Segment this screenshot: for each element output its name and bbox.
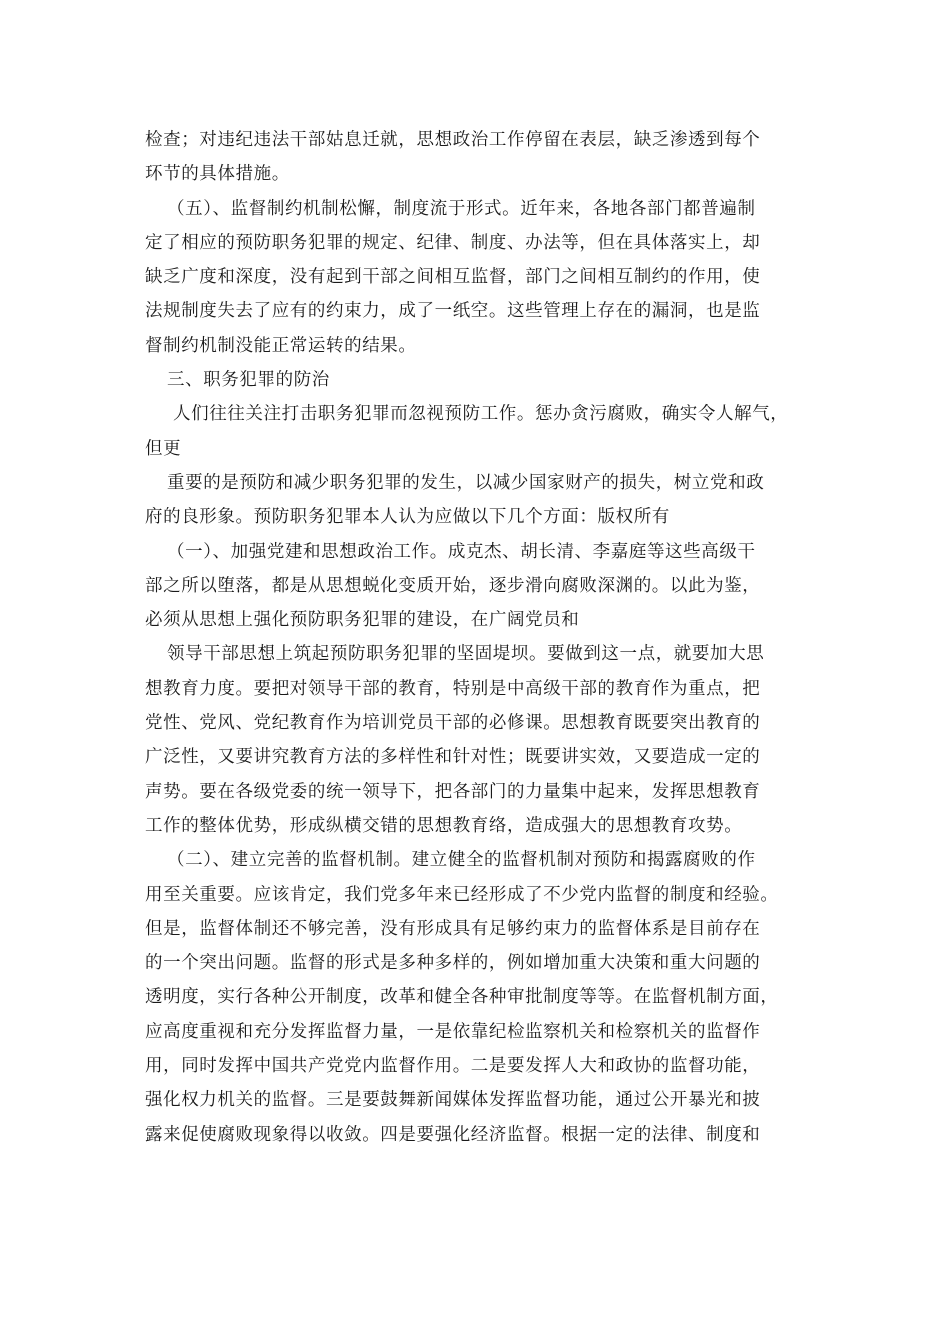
text-line: 检查；对违纪违法干部姑息迁就，思想政治工作停留在表层，缺乏渗透到每个 (145, 130, 761, 150)
text-line: 广泛性，又要讲究教育方法的多样性和针对性；既要讲实效，又要造成一定的 (145, 747, 761, 768)
text-line: 环节的具体措施。 (145, 164, 290, 185)
text-line: 用，同时发挥中国共产党党内监督作用。二是要发挥人大和政协的监督功能， (145, 1056, 761, 1077)
text-line: 声势。要在各级党委的统一领导下，把各部门的力量集中起来，发挥思想教育 (145, 781, 761, 802)
text-line: 透明度，实行各种公开制度，改革和健全各种审批制度等等。在监督机制方面， (145, 987, 779, 1008)
text-line: （二）、建立完善的监督机制。建立健全的监督机制对预防和揭露腐败的作 (167, 850, 756, 871)
text-line: 应高度重视和充分发挥监督力量，一是依靠纪检监察机关和检察机关的监督作 (145, 1021, 761, 1042)
text-line: 府的良形象。预防职务犯罪本人认为应做以下几个方面：版权所有 (145, 507, 670, 528)
text-line: 重要的是预防和减少职务犯罪的发生，以减少国家财产的损失，树立党和政 (167, 472, 765, 493)
text-line: 必须从思想上强化预防职务犯罪的建设，在广阔党员和 (145, 610, 580, 631)
text-line: 但更 (145, 438, 182, 459)
text-line: 工作的整体优势，形成纵横交错的思想教育络，造成强大的思想教育攻势。 (145, 815, 743, 836)
text-line: 想教育力度。要把对领导干部的教育，特别是中高级干部的教育作为重点，把 (145, 678, 761, 699)
text-line: 法规制度失去了应有的约束力，成了一纸空。这些管理上存在的漏洞，也是监 (145, 301, 761, 322)
text-line: 缺乏广度和深度，没有起到干部之间相互监督，部门之间相互制约的作用，使 (145, 267, 761, 288)
text-line: 党性、党风、党纪教育作为培训党员干部的必修课。思想教育既要突出教育的 (145, 713, 761, 734)
text-line: 领导干部思想上筑起预防职务犯罪的坚固堤坝。要做到这一点，就要加大思 (167, 644, 765, 665)
text-line: 定了相应的预防职务犯罪的规定、纪律、制度、办法等，但在具体落实上，却 (145, 232, 761, 253)
text-line: 用至关重要。应该肯定，我们党多年来已经形成了不少党内监督的制度和经验。 (145, 884, 779, 905)
text-line: 露来促使腐败现象得以收敛。四是要强化经济监督。根据一定的法律、制度和 (145, 1124, 761, 1145)
text-line: 督制约机制没能正常运转的结果。 (145, 335, 417, 356)
text-line: 但是，监督体制还不够完善，没有形成具有足够约束力的监督体系是目前存在 (145, 918, 761, 939)
text-line: 人们往往关注打击职务犯罪而忽视预防工作。惩办贪污腐败，确实令人解气， (173, 404, 789, 425)
text-line: （一）、加强党建和思想政治工作。成克杰、胡长清、李嘉庭等这些高级干 (167, 541, 756, 562)
document-body (145, 123, 805, 1152)
text-line: 的一个突出问题。监督的形式是多种多样的，例如增加重大决策和重大问题的 (145, 953, 761, 974)
text-line: 强化权力机关的监督。三是要鼓舞新闻媒体发挥监督功能，通过公开暴光和披 (145, 1090, 761, 1111)
text-line: 部之所以堕落，都是从思想蜕化变质开始，逐步滑向腐败深渊的。以此为鉴， (145, 575, 761, 596)
text-line: （五）、监督制约机制松懈，制度流于形式。近年来，各地各部门都普遍制 (167, 198, 756, 219)
section-heading: 三、职务犯罪的防治 (167, 370, 330, 391)
